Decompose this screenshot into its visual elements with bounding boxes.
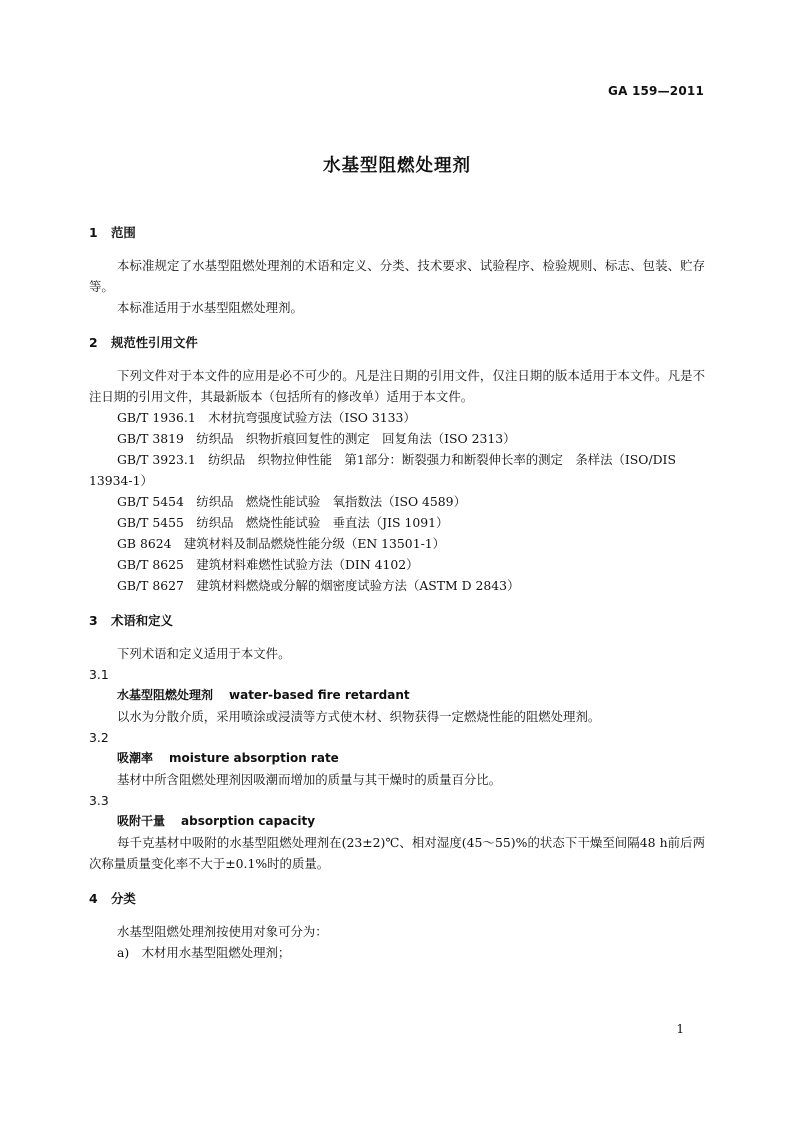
document-title: 水基型阻燃处理剂 bbox=[323, 156, 471, 176]
term-number: 3.3 bbox=[89, 793, 109, 808]
term-name bbox=[89, 685, 705, 706]
scope-paragraph: 本标准规定了水基型阻燃处理剂的术语和定义、分类、技术要求、试验程序、检验规则、标志、包装、贮存等。 bbox=[89, 258, 705, 294]
document-body bbox=[89, 222, 705, 963]
section-title: 术语和定义 bbox=[111, 613, 173, 628]
term-name bbox=[89, 748, 705, 769]
reference-item: GB 8624 建筑材料及制品燃烧性能分级（EN 13501-1） bbox=[117, 536, 446, 551]
term-name-en: moisture absorption rate bbox=[169, 751, 339, 765]
term-name-en: absorption capacity bbox=[181, 814, 316, 828]
scope-paragraph: 本标准适用于水基型阻燃处理剂。 bbox=[117, 300, 303, 315]
reference-item: GB/T 8627 建筑材料燃烧或分解的烟密度试验方法（ASTM D 2843） bbox=[117, 578, 520, 593]
reference-item: GB/T 3819 纺织品 织物折痕回复性的测定 回复角法（ISO 2313） bbox=[117, 431, 516, 446]
section-heading-classification bbox=[89, 888, 705, 909]
term-definition: 以水为分散介质，采用喷涂或浸渍等方式使木材、织物获得一定燃烧性能的阻燃处理剂。 bbox=[117, 709, 601, 724]
reference-item: GB/T 3923.1 纺织品 织物拉伸性能 第1部分：断裂强力和断裂伸长率的测定 条样法（ISO/DIS 13934-1） bbox=[89, 452, 676, 488]
section-title: 分类 bbox=[111, 891, 136, 906]
classification-item: a) 木材用水基型阻燃处理剂； bbox=[117, 945, 291, 960]
reference-item: GB/T 5454 纺织品 燃烧性能试验 氧指数法（ISO 4589） bbox=[117, 494, 466, 509]
term-name bbox=[89, 811, 705, 832]
term-definition: 基材中所含阻燃处理剂因吸潮而增加的质量与其干燥时的质量百分比。 bbox=[117, 772, 502, 787]
term-name-cn: 水基型阻燃处理剂 bbox=[117, 688, 214, 702]
section-heading-terms bbox=[89, 610, 705, 631]
section-number: 2 bbox=[89, 335, 98, 350]
standard-code: GA 159—2011 bbox=[608, 84, 704, 98]
section-number: 4 bbox=[89, 891, 98, 906]
term-number: 3.1 bbox=[89, 667, 109, 682]
term-name-en: water-based fire retardant bbox=[229, 688, 410, 702]
section-heading-scope bbox=[89, 222, 705, 243]
references-intro: 下列文件对于本文件的应用是必不可少的。凡是注日期的引用文件，仅注日期的版本适用于本文件。凡是不注日期的引用文件，其最新版本（包括所有的修改单）适用于本文件。 bbox=[89, 368, 705, 404]
term-number: 3.2 bbox=[89, 730, 109, 745]
page-number: 1 bbox=[676, 1022, 684, 1036]
terms-intro: 下列术语和定义适用于本文件。 bbox=[117, 646, 291, 661]
section-number: 1 bbox=[89, 225, 98, 240]
section-heading-references bbox=[89, 332, 705, 353]
reference-item: GB/T 8625 建筑材料难燃性试验方法（DIN 4102） bbox=[117, 557, 419, 572]
term-name-cn: 吸潮率 bbox=[117, 751, 154, 765]
section-title: 规范性引用文件 bbox=[111, 335, 198, 350]
classification-intro: 水基型阻燃处理剂按使用对象可分为： bbox=[117, 924, 328, 939]
term-definition: 每千克基材中吸附的水基型阻燃处理剂在(23±2)℃、相对湿度(45～55)%的状态下干燥至间隔48 h前后两次称量质量变化率不大于±0.1%时的质量。 bbox=[89, 835, 705, 871]
section-title: 范围 bbox=[111, 225, 136, 240]
term-name-cn: 吸附干量 bbox=[117, 814, 166, 828]
reference-item: GB/T 5455 纺织品 燃烧性能试验 垂直法（JIS 1091） bbox=[117, 515, 449, 530]
reference-item: GB/T 1936.1 木材抗弯强度试验方法（ISO 3133） bbox=[117, 410, 416, 425]
section-number: 3 bbox=[89, 613, 98, 628]
